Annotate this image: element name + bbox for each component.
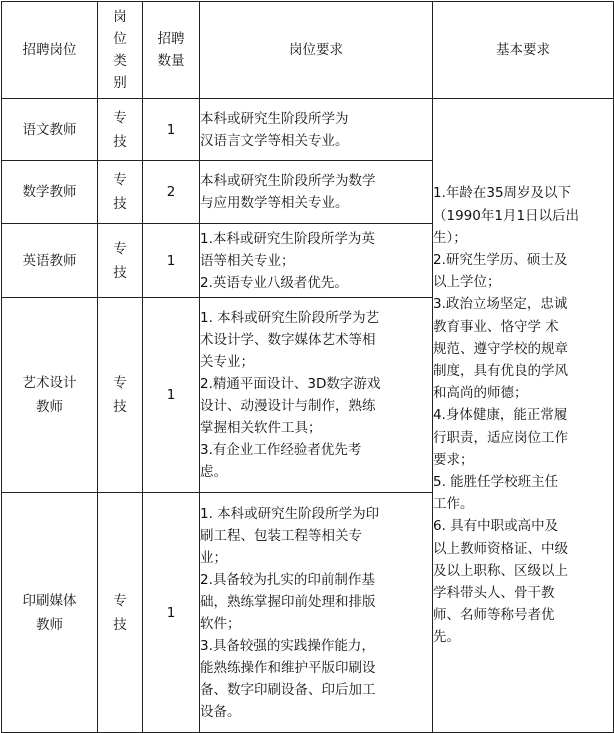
requirements-cell: 本科或研究生阶段所学为 汉语言文学等相关专业。: [200, 99, 433, 161]
count-cell: 1: [143, 224, 200, 298]
header-count: 招聘 数量: [143, 2, 200, 99]
position-cell: 语文教师: [2, 99, 98, 161]
count-cell: 1: [143, 298, 200, 493]
table-row: [2, 99, 614, 161]
recruitment-table: [1, 1, 614, 733]
position-cell: 数学教师: [2, 161, 98, 224]
category-cell: 专 技: [98, 99, 143, 161]
category-cell: 专 技: [98, 224, 143, 298]
requirements-cell: 1.本科或研究生阶段所学为英 语等相关专业； 2.英语专业八级者优先。: [200, 224, 433, 298]
count-cell: 1: [143, 493, 200, 733]
position-cell: 印刷媒体 教师: [2, 493, 98, 733]
category-cell: 专 技: [98, 298, 143, 493]
count-cell: 1: [143, 99, 200, 161]
header-basic: 基本要求: [433, 2, 614, 99]
category-cell: 专 技: [98, 493, 143, 733]
requirements-cell: 1. 本科或研究生阶段所学为印 刷工程、包装工程等相关专 业； 2.具备较为扎实的印前制作基 础，熟练掌握印前处理和排版 软件； 3.具备较强的实践操作能力， 能熟练操作和维护平版印刷设 备、数字印刷设备、印后加工 设备。: [200, 493, 433, 733]
count-cell: 2: [143, 161, 200, 224]
position-cell: 艺术设计 教师: [2, 298, 98, 493]
category-cell: 专 技: [98, 161, 143, 224]
header-requirements: 岗位要求: [200, 2, 433, 99]
requirements-cell: 本科或研究生阶段所学为数学 与应用数学等相关专业。: [200, 161, 433, 224]
header-position: 招聘岗位: [2, 2, 98, 99]
header-row: [2, 2, 614, 99]
header-category: 岗 位 类 别: [98, 2, 143, 99]
position-cell: 英语教师: [2, 224, 98, 298]
requirements-cell: 1. 本科或研究生阶段所学为艺 术设计学、数字媒体艺术等相 关专业； 2.精通平面设计、3D数字游戏 设计、动漫设计与制作，熟练 掌握相关软件工具； 3.有企业工作经验者优先考 虑。: [200, 298, 433, 493]
basic-requirements-cell: 1.年龄在35周岁及以下 （1990年1月1日以后出 生）； 2.研究生学历、硕士及 以上学位； 3.政治立场坚定，忠诚 教育事业、恪守学 术 规范、遵守学校的规章 制度，具有优良的学风 和高尚的师德； 4.身体健康，能正常履 行职责，适应岗位工作 要求； 5. 能胜任学校班主任 工作。 6. 具有中职或高中及 以上教师资格证、中级 及以上职称、区级以上 学科带头人、骨干教 师、名师等称号者优 先。: [433, 99, 614, 733]
